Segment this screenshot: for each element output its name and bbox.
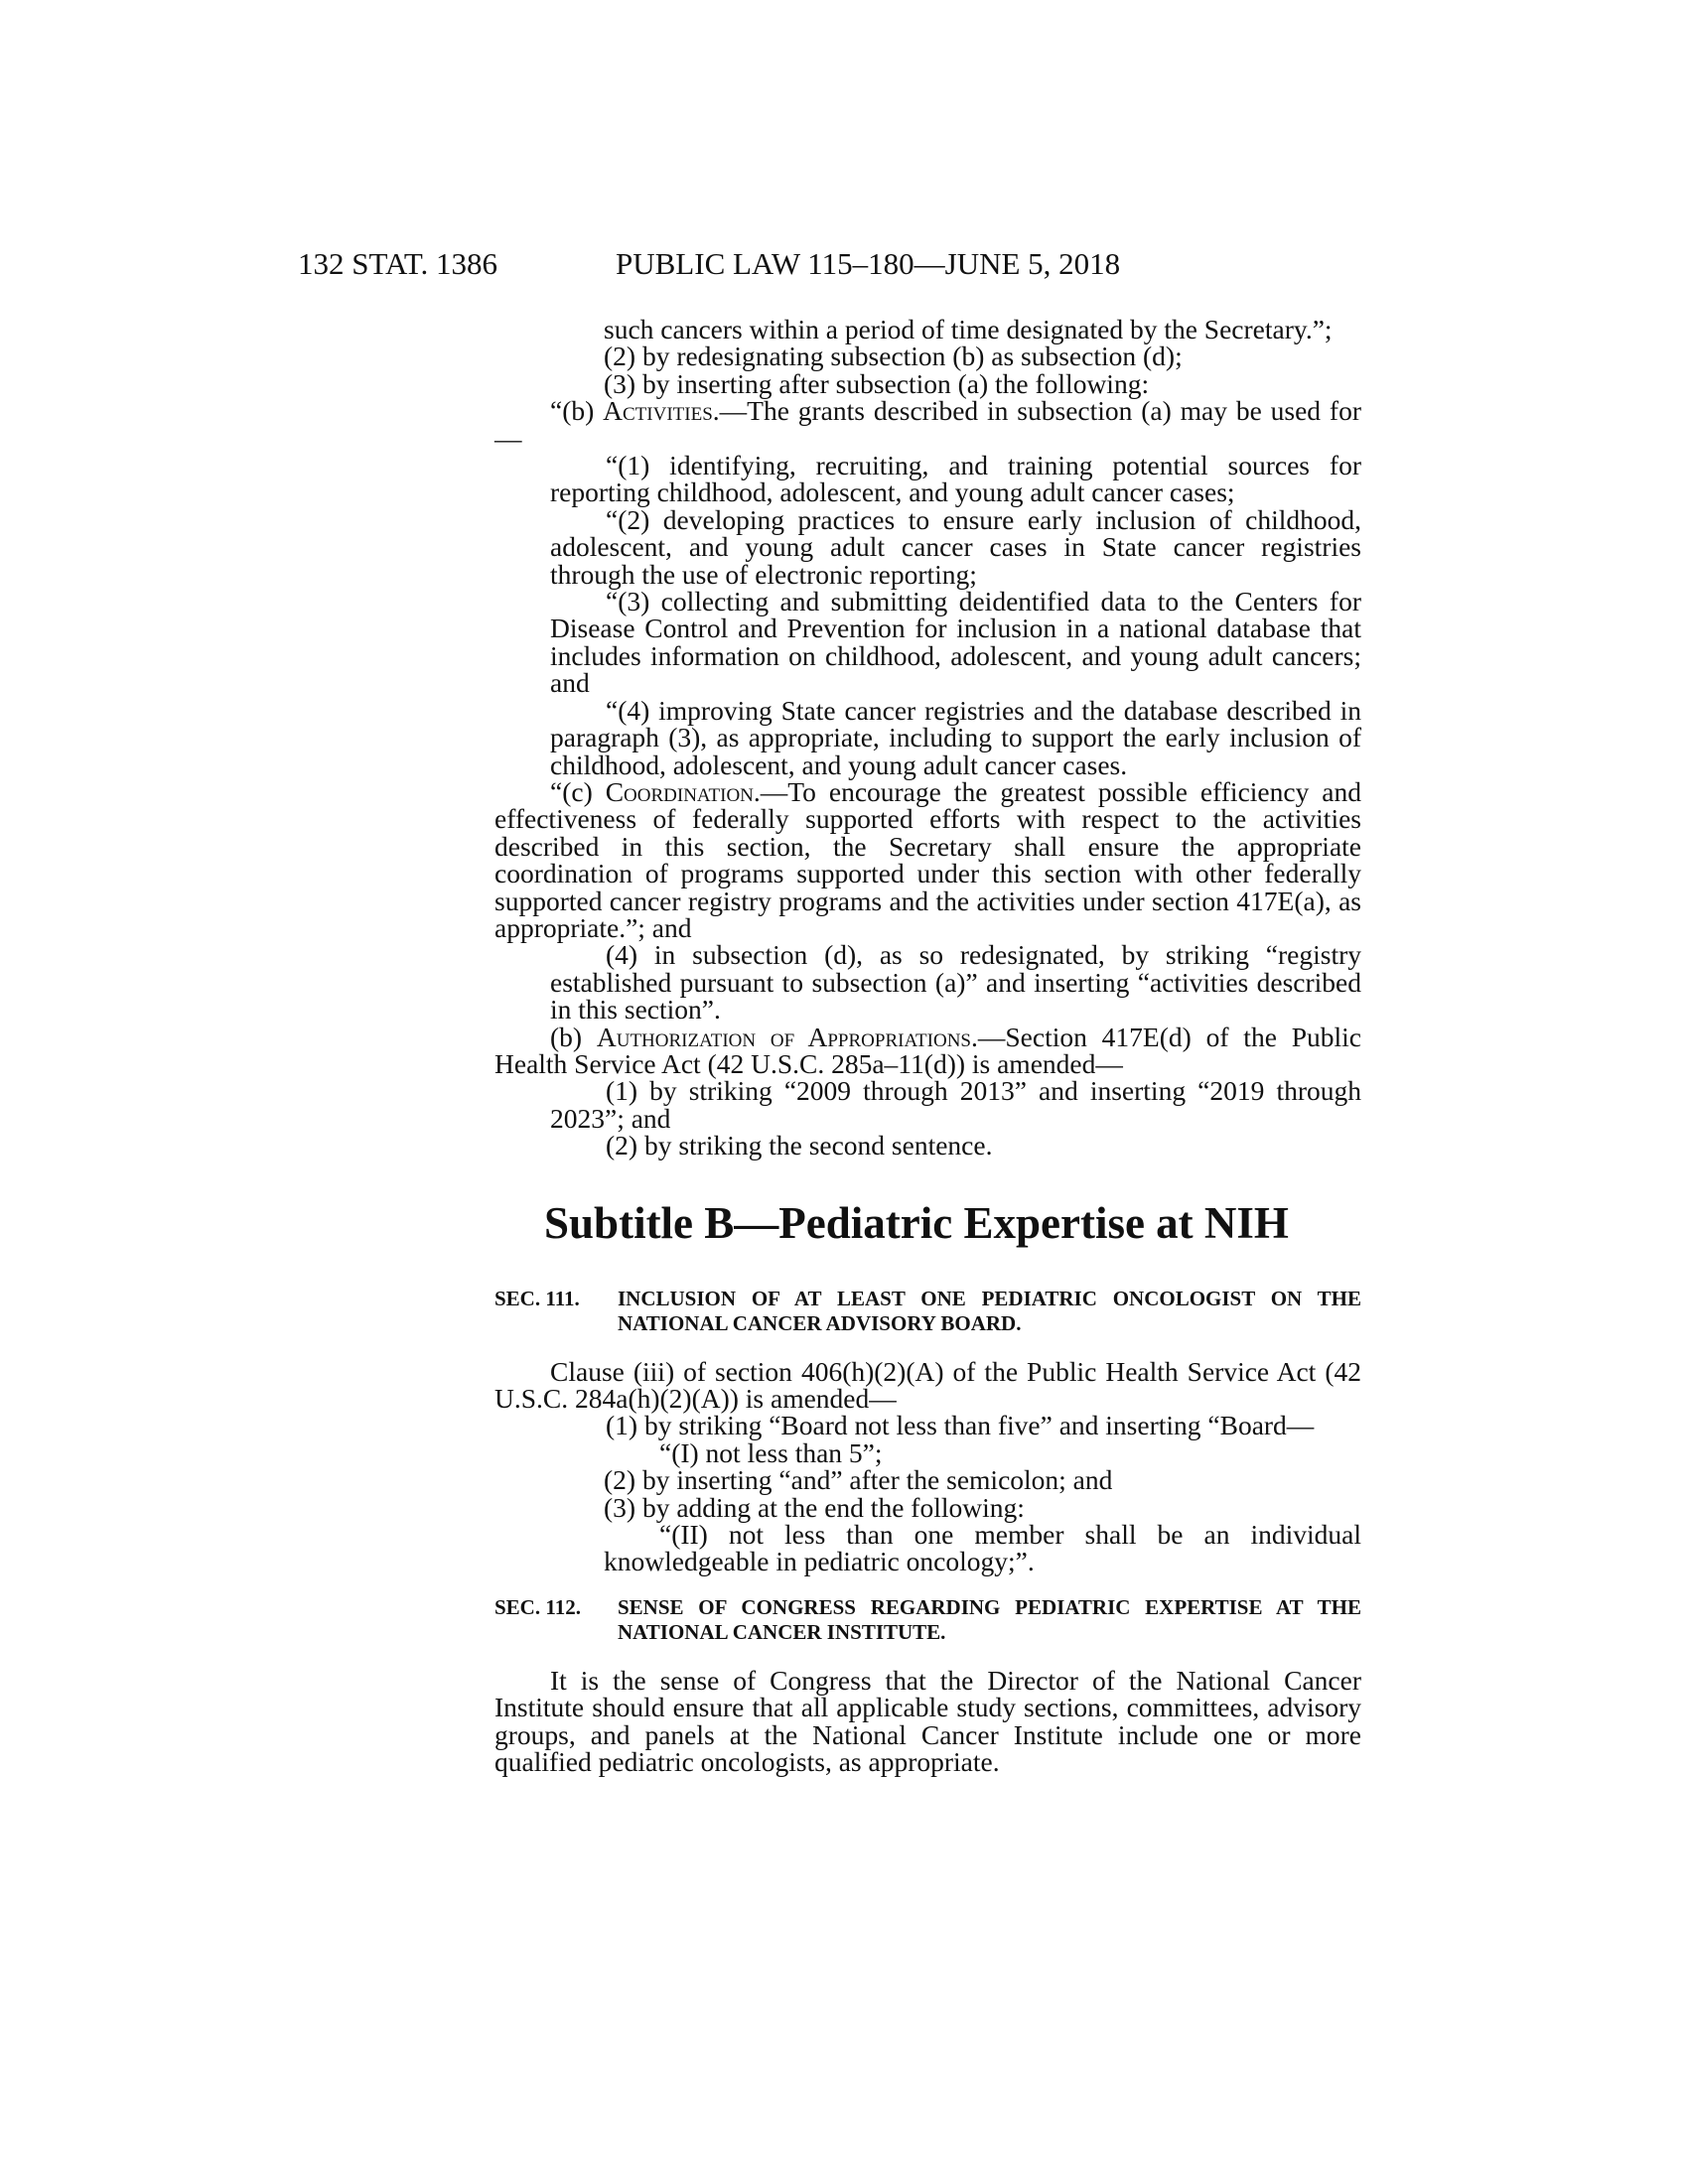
- section-111-heading: [494, 1287, 1361, 1336]
- section-111-subclause-1: “(I) not less than 5”;: [659, 1436, 883, 1468]
- section-111-item-2: (2) by inserting “and” after the semicolon; and: [604, 1464, 1113, 1496]
- section-111-subclause-2: “(II) not less than one member shall be an individual knowledgeable in pediatric oncology;”.: [604, 1519, 1361, 1577]
- page-header: [298, 246, 1370, 286]
- subsection-text: .—Section 417E(d) of the Public Health Service Act (42 U.S.C. 285a–11(d)) is amended—: [494, 1021, 1361, 1079]
- page-body: [494, 314, 1361, 1778]
- activity-item-1: “(1) identifying, recruiting, and training potential sources for reporting childhood, adolescent, and young adult cancer cases;: [550, 450, 1361, 508]
- section-number: SEC. 112.: [494, 1594, 581, 1619]
- amendment-item-3: (3) by inserting after subsection (a) the following:: [604, 367, 1150, 399]
- subsection-heading-activities: Activities: [603, 395, 713, 427]
- authorization-item-2: (2) by striking the second sentence.: [606, 1130, 993, 1161]
- section-number: SEC. 111.: [494, 1286, 580, 1310]
- section-title: INCLUSION OF AT LEAST ONE PEDIATRIC ONCOLOGIST ON THE NATIONAL CANCER ADVISORY BOARD.: [618, 1286, 1361, 1335]
- subsection-b-authorization: [494, 1021, 1361, 1079]
- section-title: SENSE OF CONGRESS REGARDING PEDIATRIC EXPERTISE AT THE NATIONAL CANCER INSTITUTE.: [618, 1594, 1361, 1644]
- subsection-heading-coordination: Coordination: [605, 775, 754, 807]
- subsection-lead: (b): [550, 1021, 597, 1052]
- section-111-item-1: (1) by striking “Board not less than five” and inserting “Board—: [606, 1410, 1315, 1441]
- subsection-text: .—To encourage the greatest possible efficiency and effectiveness of federally supported efforts with respect to the activities described in this section, the Secretary shall ensure the appropriate coordination of programs supported under this section with other federally supported cancer registry programs and the activities under section 417E(a), as appropriate.”; and: [494, 775, 1361, 943]
- section-112-heading: [494, 1595, 1361, 1645]
- section-spacer: [494, 1575, 1361, 1595]
- paragraph-continued: such cancers within a period of time designated by the Secretary.”;: [604, 314, 1333, 344]
- subsection-heading-authorization: Authorization of Appropriations: [596, 1021, 971, 1052]
- activity-item-4: “(4) improving State cancer registries and the database described in paragraph (3), as appropriate, including to support the early inclusion of childhood, adolescent, and young adult cancer cases.: [550, 694, 1361, 780]
- subsection-text: .—The grants described in subsection (a) may be used for—: [494, 395, 1361, 454]
- section-112-text: It is the sense of Congress that the Director of the National Cancer Institute should ensure that all applicable study sections, committees, advisory groups, and panels at the National Cancer Institute include one or more qualified pediatric oncologists, as appropriate.: [494, 1664, 1361, 1778]
- subsection-lead: “(c): [550, 775, 606, 807]
- subsection-b-activities: [494, 397, 1361, 452]
- public-law-running-head: PUBLIC LAW 115–180—JUNE 5, 2018: [616, 246, 1121, 281]
- section-111-item-3: (3) by adding at the end the following:: [604, 1491, 1025, 1523]
- statute-page-reference: 132 STAT. 1386: [298, 246, 498, 281]
- subsection-lead: “(b): [550, 395, 604, 427]
- section-111-intro: Clause (iii) of section 406(h)(2)(A) of the Public Health Service Act (42 U.S.C. 284a(h)(2)(A)) is amended—: [494, 1355, 1361, 1414]
- authorization-item-1: (1) by striking “2009 through 2013” and inserting “2019 through 2023”; and: [550, 1075, 1361, 1134]
- activity-item-3: “(3) collecting and submitting deidentified data to the Centers for Disease Control and Prevention for inclusion in a national database that includes information on childhood, adolescent, and young adult cancers; and: [550, 586, 1361, 699]
- amendment-item-2: (2) by redesignating subsection (b) as subsection (d);: [604, 341, 1183, 372]
- subsection-c-coordination: [494, 775, 1361, 943]
- subtitle-heading: Subtitle B—Pediatric Expertise at NIH: [544, 1197, 1289, 1248]
- amendment-item-4: (4) in subsection (d), as so redesignated, by striking “registry established pursuant to subsection (a)” and inserting “activities described in this section”.: [550, 939, 1361, 1025]
- activity-item-2: “(2) developing practices to ensure early inclusion of childhood, adolescent, and young adult cancer cases in State cancer registries through the use of electronic reporting;: [550, 503, 1361, 590]
